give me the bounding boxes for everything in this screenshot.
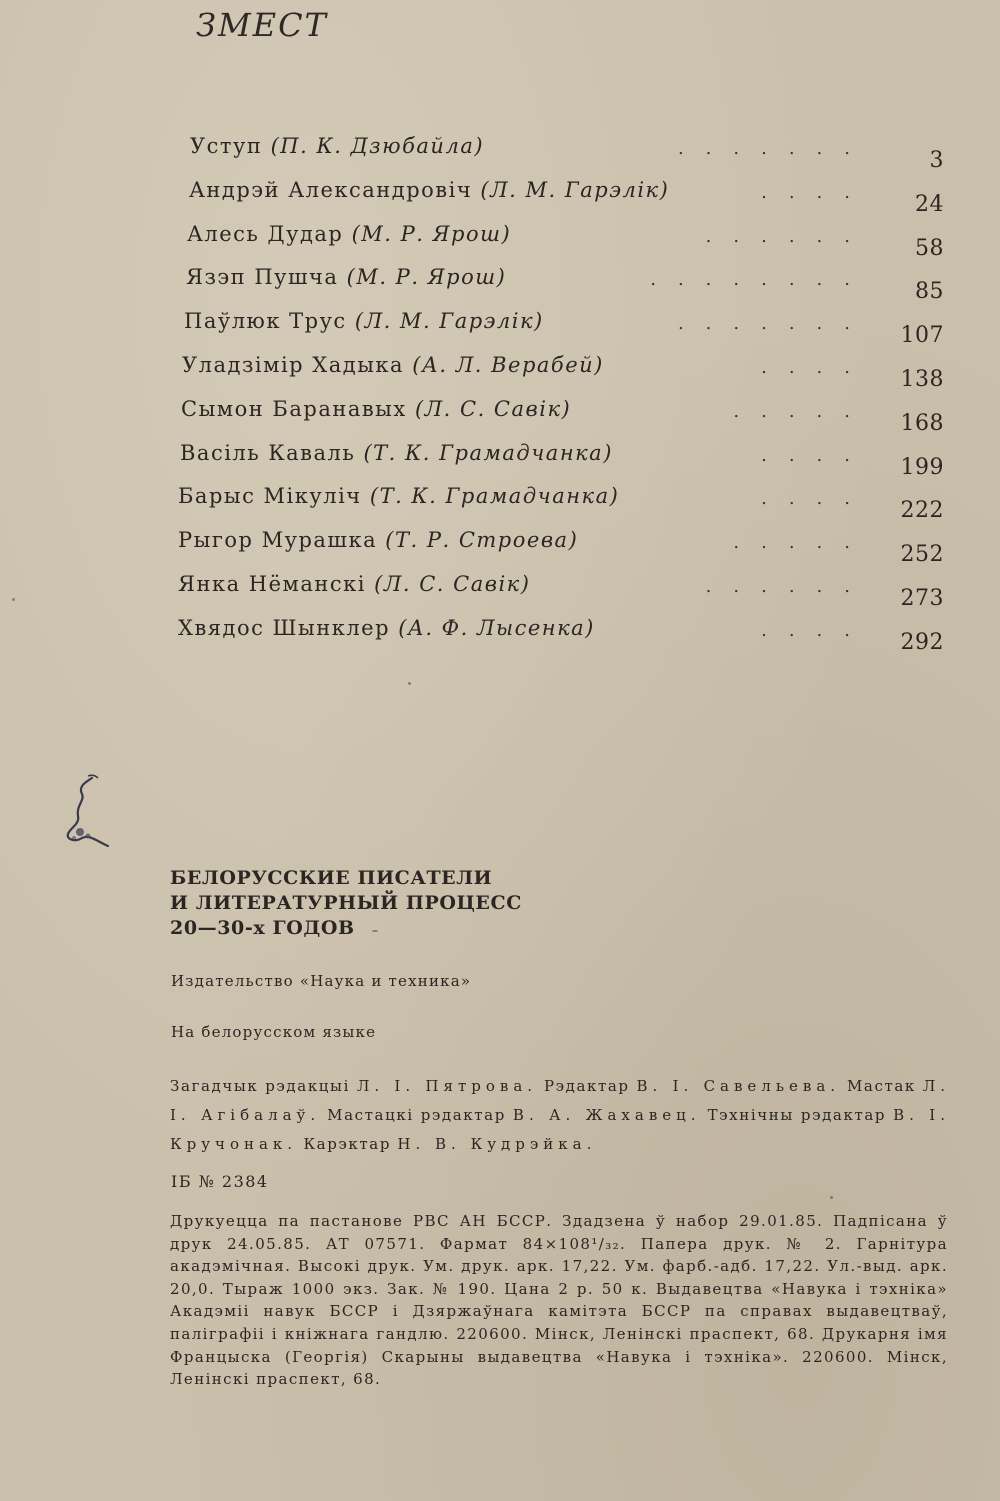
toc-author: Хвядос Шынклер xyxy=(178,615,391,640)
toc-row xyxy=(0,303,1000,347)
toc-title: ЗМЕСТ xyxy=(196,6,328,44)
toc-leader: ....... xyxy=(677,138,872,159)
credit-role: Мастак xyxy=(846,1077,916,1095)
credit-role: Рэдактар xyxy=(543,1077,630,1095)
toc-page-number: 85 xyxy=(915,279,944,305)
toc-author: Язэп Пушча xyxy=(186,265,339,290)
toc-leader: .... xyxy=(761,488,872,510)
toc-page-number: 58 xyxy=(915,235,944,261)
toc-row xyxy=(0,522,1000,566)
credit-name: В. І. Кручонак. xyxy=(170,1106,950,1153)
toc-row xyxy=(0,566,1000,610)
toc-leader: ..... xyxy=(733,400,872,422)
toc-row xyxy=(0,478,1000,522)
toc-editor: (П. К. Дзюбайла) xyxy=(270,134,485,158)
toc-leader: ...... xyxy=(705,225,872,247)
library-stamp-mark xyxy=(58,772,118,854)
toc-author: Уладзімір Хадыка xyxy=(182,352,405,377)
toc-editor: (Т. Р. Строева) xyxy=(385,528,579,553)
toc-editor: (А. Л. Верабей) xyxy=(412,352,604,377)
toc-editor: (Л. М. Гарэлік) xyxy=(480,177,670,202)
toc-page-number: 168 xyxy=(900,410,944,436)
toc-row xyxy=(0,347,1000,391)
ib-number: ІБ № 2384 xyxy=(171,1172,269,1191)
toc-leader: .... xyxy=(761,356,872,378)
toc-leader: ..... xyxy=(733,532,872,554)
toc-author: Андрэй Александровіч xyxy=(189,177,473,202)
toc-row xyxy=(0,216,1000,260)
credit-name: В. І. Савельева. xyxy=(636,1077,841,1095)
book-title xyxy=(170,866,522,941)
toc-row xyxy=(0,128,1000,172)
language-line: На белорусском языке xyxy=(171,1023,377,1041)
toc-author: Паўлюк Трус xyxy=(184,309,347,334)
toc-editor: (Т. К. Грамадчанка) xyxy=(369,484,620,509)
toc-page-number: 138 xyxy=(900,366,944,392)
credit-name: В. А. Жахавец. xyxy=(512,1106,701,1124)
toc-row xyxy=(0,435,1000,479)
credit-role: Карэктар xyxy=(303,1135,392,1153)
toc-row xyxy=(0,172,1000,216)
toc-leader: .... xyxy=(761,181,872,203)
toc-page-number: 3 xyxy=(929,148,944,173)
credit-role: Тэхнічны рэдактар xyxy=(707,1106,887,1124)
credit-role: Мастацкі рэдактар xyxy=(327,1106,506,1124)
imprint-details: Друкуецца па пастанове РВС АН БССР. Здадзена ў набор 29.01.85. Падпісана ў друк 24.05.85. АТ 07571. Фармат 84×108¹/₃₂. Папера друк. № 2. Гарнітура акадэмічная. Высокі друк. Ум. друк. арк. 17,22. Ум. фарб.-адб. 17,22. Ул.-выд. арк. 20,0. Тыраж 1000 экз. Зак. № 190. Цана 2 р. 50 к. Выдавецтва «Навука і тэхніка» Акадэміі навук БССР і Дзяржаўнага камітэта БССР па справах выдавецтваў, паліграфіі і кніжнага гандлю. 220600. Мінск, Ленінскі праспект, 68. Друкарня імя Францыска (Георгія) Скарыны выдавецтва «Навука і тэхніка». 220600. Мінск, Ленінскі праспект, 68. xyxy=(170,1212,948,1389)
toc-author: Рыгор Мурашка xyxy=(178,528,378,553)
toc-author: Уступ xyxy=(190,134,263,158)
toc-author: Васіль Каваль xyxy=(180,440,356,465)
toc-page-number: 24 xyxy=(915,191,944,217)
toc-author: Янка Нёманскі xyxy=(178,571,366,596)
toc-editor: (Л. С. Савік) xyxy=(374,571,531,596)
toc-editor: (М. Р. Ярош) xyxy=(346,265,507,290)
credit-name: Л. І. Агібалаў. xyxy=(170,1077,951,1124)
toc-page-number: 199 xyxy=(900,454,944,480)
toc-leader: ....... xyxy=(677,313,872,335)
toc-page-number: 292 xyxy=(900,629,944,655)
toc-page-number: 107 xyxy=(900,323,944,349)
toc-leader: .... xyxy=(761,619,872,641)
toc-leader: ........ xyxy=(650,269,872,291)
toc-row xyxy=(0,259,1000,303)
publisher-line: Издательство «Наука и техника» xyxy=(171,972,472,990)
toc-page-number: 222 xyxy=(900,498,944,524)
toc-editor: (Т. К. Грамадчанка) xyxy=(363,440,613,465)
toc-editor: (Л. М. Гарэлік) xyxy=(354,309,544,334)
credit-role: Загадчык рэдакцыі xyxy=(170,1077,350,1095)
book-title-line: 20—30-х ГОДОВ xyxy=(170,917,355,939)
toc-editor: (А. Ф. Лысенка) xyxy=(398,615,595,640)
toc-row xyxy=(0,610,1000,654)
table-of-contents xyxy=(0,128,1000,654)
book-title-line: И ЛИТЕРАТУРНЫЙ ПРОЦЕСС xyxy=(170,892,522,914)
toc-author: Барыс Мікуліч xyxy=(178,484,362,509)
credit-name: Н. В. Кудрэйка. xyxy=(397,1135,597,1153)
toc-editor: (М. Р. Ярош) xyxy=(351,221,512,246)
editorial-credits xyxy=(170,1072,950,1159)
toc-page-number: 273 xyxy=(900,585,944,611)
toc-page-number: 252 xyxy=(900,542,944,568)
toc-author: Алесь Дудар xyxy=(187,221,344,246)
toc-author: Сымон Баранавых xyxy=(181,396,407,421)
toc-row xyxy=(0,391,1000,435)
toc-editor: (Л. С. Савік) xyxy=(414,396,572,421)
toc-leader: .... xyxy=(761,444,872,466)
credit-name: Л. І. Пятрова. xyxy=(356,1077,538,1095)
book-title-line: БЕЛОРУССКИЕ ПИСАТЕЛИ xyxy=(170,867,493,889)
toc-leader: ...... xyxy=(705,575,872,597)
